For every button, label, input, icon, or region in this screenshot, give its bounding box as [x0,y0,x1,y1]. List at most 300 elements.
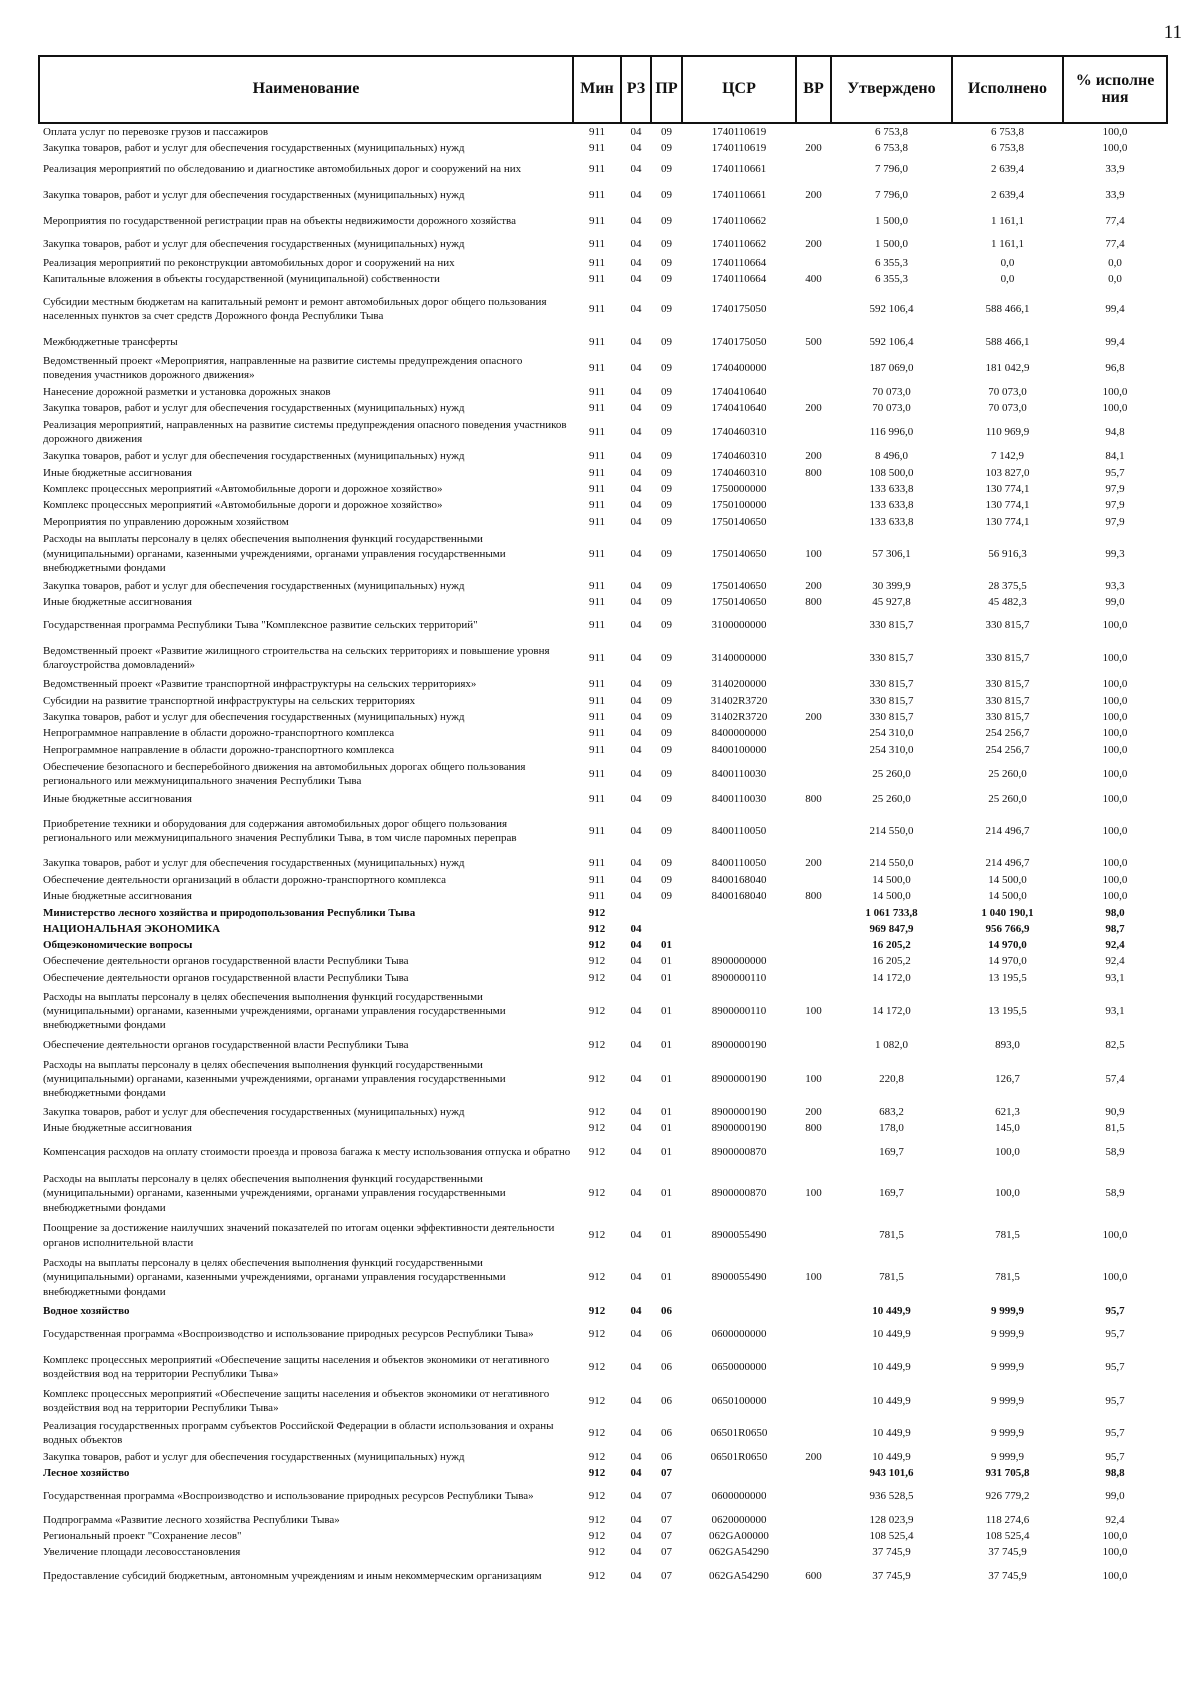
row-min-cell: 911 [588,515,606,528]
row-percent-cell: 99,3 [1105,547,1125,560]
row-vr-cell [796,610,831,640]
row-percent-cell: 97,9 [1105,515,1125,528]
row-csr-cell: 8400000000 [711,727,767,740]
table-row [39,255,1167,271]
row-percent-cell: 57,4 [1105,1072,1125,1085]
table-row [39,514,1167,530]
row-csr-cell: 8400100000 [711,743,767,756]
row-executed-cell: 118 274,6 [985,1513,1030,1526]
table-row [39,1512,1167,1528]
row-min-cell: 911 [588,824,606,837]
row-csr-cell: 8900000870 [711,1187,767,1200]
row-min-cell: 912 [588,1004,606,1017]
row-pr-cell: 09 [661,272,672,285]
row-vr-cell: 200 [805,402,822,415]
row-pr-cell: 06 [661,1327,672,1340]
row-rz-cell: 04 [621,123,651,140]
row-pr-cell: 09 [661,873,672,886]
row-pr-cell: 07 [661,1490,672,1503]
row-pr-cell: 09 [661,402,672,415]
row-pr-cell: 09 [661,482,672,495]
row-percent-cell: 100,0 [1102,694,1128,707]
row-min-cell: 911 [588,402,606,415]
row-name-cell: Ведомственный проект «Развитие транспортной инфраструктуры на сельских территориях» [43,678,477,691]
row-pr-cell: 09 [661,142,672,155]
row-name-cell: Приобретение техники и оборудования для содержания автомобильных дорог общего пользования регионального или межмуниципального значения Республики Тыва, в том числе паромных переправ [43,817,517,844]
row-approved-cell: 10 449,9 [872,1394,911,1407]
row-approved-cell: 25 260,0 [872,767,911,780]
row-executed-cell: 781,5 [995,1271,1020,1284]
row-executed-cell: 254 256,7 [985,727,1030,740]
row-vr-cell [796,725,831,741]
row-vr-cell [796,497,831,513]
row-min-cell: 912 [588,922,606,935]
row-rz-cell: 04 [630,385,642,398]
row-approved-cell: 6 355,3 [875,272,908,285]
row-percent-cell: 100,0 [1102,619,1128,632]
row-min-cell: 912 [588,1038,606,1051]
row-approved-cell: 7 796,0 [875,189,908,202]
row-min-cell: 911 [588,767,606,780]
row-executed-cell: 37 745,9 [988,1570,1027,1583]
row-approved-cell: 330 815,7 [869,711,914,724]
row-vr-cell: 800 [805,1122,822,1135]
row-vr-cell: 100 [805,1004,822,1017]
row-approved-cell: 943 101,6 [869,1467,914,1480]
row-percent-cell: 100,0 [1102,743,1128,756]
row-percent-cell: 95,7 [1105,466,1125,479]
table-row [39,758,1167,790]
row-percent-cell: 100,0 [1102,890,1128,903]
row-percent-cell: 93,1 [1105,1004,1125,1017]
table-body [39,123,1167,1592]
row-rz-cell: 04 [630,824,642,837]
row-pr-cell: 09 [661,727,672,740]
row-pr-cell: 09 [661,694,672,707]
table-row [39,140,1167,156]
row-approved-cell: 169,7 [879,1146,904,1159]
row-percent-cell: 96,8 [1105,362,1125,375]
row-csr-cell [682,921,796,937]
row-vr-cell [796,1319,831,1349]
row-csr-cell: 0650000000 [711,1360,767,1373]
row-min-cell: 912 [588,1394,606,1407]
table-row [39,530,1167,578]
row-csr-cell: 1740410640 [711,402,767,415]
row-rz-cell: 04 [630,619,642,632]
row-name-cell: Министерство лесного хозяйства и природопользования Республики Тыва [43,906,416,919]
row-executed-cell: 254 256,7 [985,743,1030,756]
row-name-cell: Предоставление субсидий бюджетным, автономным учреждениям и иным некоммерческим организациям [43,1570,542,1583]
row-pr-cell: 01 [661,1122,672,1135]
row-approved-cell: 70 073,0 [872,385,911,398]
row-executed-cell: 14 500,0 [988,890,1027,903]
row-percent-cell: 92,4 [1105,939,1125,952]
row-min-cell: 911 [588,238,606,251]
row-csr-cell [682,905,796,921]
row-pr-cell: 07 [661,1467,672,1480]
row-name-cell: Обеспечение деятельности органов государственной власти Республики Тыва [43,955,409,968]
row-rz-cell: 04 [630,1467,642,1480]
row-executed-cell: 14 970,0 [988,955,1027,968]
row-approved-cell: 16 205,2 [872,939,911,952]
row-approved-cell: 1 500,0 [875,238,908,251]
table-row [39,1349,1167,1385]
table-row [39,384,1167,400]
row-approved-cell: 133 633,8 [869,515,914,528]
row-percent-cell: 98,8 [1105,1467,1125,1480]
row-rz-cell: 04 [630,1122,642,1135]
row-rz-cell: 04 [630,1038,642,1051]
table-row [39,872,1167,888]
row-vr-cell: 200 [805,856,822,869]
row-executed-cell: 25 260,0 [988,767,1027,780]
table-row [39,888,1167,904]
row-min-cell: 911 [588,619,606,632]
row-approved-cell: 14 172,0 [872,1004,911,1017]
row-min-cell: 912 [588,939,606,952]
row-rz-cell: 04 [630,922,642,935]
row-pr-cell: 09 [661,711,672,724]
row-approved-cell: 57 306,1 [872,547,911,560]
row-min-cell: 912 [588,1426,606,1439]
row-name-cell: Закупка товаров, работ и услуг для обеспечения государственных (муниципальных) нужд [43,579,465,592]
row-executed-cell: 110 969,9 [985,426,1030,439]
row-min-cell: 911 [588,711,606,724]
table-row [39,1417,1167,1449]
row-percent-cell: 95,7 [1105,1426,1125,1439]
row-name-cell: Иные бюджетные ассигнования [43,1122,192,1135]
row-percent-cell: 100,0 [1102,678,1128,691]
row-rz-cell: 04 [630,238,642,251]
row-percent-cell: 99,4 [1105,336,1125,349]
row-approved-cell: 592 106,4 [869,303,914,316]
row-rz-cell: 04 [630,579,642,592]
row-pr-cell: 09 [661,215,672,228]
row-percent-cell: 33,9 [1105,189,1125,202]
row-percent-cell: 100,0 [1102,385,1128,398]
row-approved-cell: 7 796,0 [875,163,908,176]
row-vr-cell [796,953,831,969]
table-row [39,465,1167,481]
row-approved-cell: 37 745,9 [872,1570,911,1583]
row-vr-cell: 200 [805,189,822,202]
row-vr-cell: 200 [805,711,822,724]
table-row [39,1104,1167,1120]
row-approved-cell: 10 449,9 [872,1327,911,1340]
row-rz-cell: 04 [630,1570,642,1583]
row-rz-cell: 04 [630,743,642,756]
row-approved-cell: 254 310,0 [869,743,914,756]
row-percent-cell: 93,3 [1105,579,1125,592]
table-row [39,497,1167,513]
row-rz-cell: 04 [630,402,642,415]
table-row [39,742,1167,758]
row-min-cell: 911 [588,727,606,740]
row-rz-cell: 04 [630,1146,642,1159]
table-row [39,1465,1167,1481]
table-row [39,416,1167,448]
row-pr-cell: 06 [661,1426,672,1439]
row-approved-cell: 330 815,7 [869,678,914,691]
row-approved-cell: 969 847,9 [869,922,914,935]
row-vr-cell: 200 [805,450,822,463]
row-approved-cell: 6 753,8 [875,142,908,155]
row-executed-cell: 108 525,4 [985,1529,1030,1542]
row-approved-cell: 178,0 [879,1122,904,1135]
row-min-cell: 912 [588,1529,606,1542]
row-percent-cell: 97,9 [1105,482,1125,495]
row-pr-cell: 09 [661,824,672,837]
row-vr-cell [796,1482,831,1512]
row-percent-cell: 98,0 [1105,906,1125,919]
table-row [39,986,1167,1036]
row-vr-cell [796,1349,831,1385]
row-rz-cell: 04 [630,1072,642,1085]
row-name-cell: Обеспечение деятельности органов государственной власти Республики Тыва [43,1038,409,1051]
table-row [39,1036,1167,1054]
row-min-cell: 911 [588,215,606,228]
row-name-cell: Государственная программа «Воспроизводство и использование природных ресурсов Республики Тыва» [43,1327,534,1340]
table-row [39,921,1167,937]
row-vr-cell [796,353,831,384]
row-vr-cell [796,1512,831,1528]
row-executed-cell: 130 774,1 [985,515,1030,528]
row-csr-cell: 1750100000 [711,499,767,512]
row-executed-cell: 0,0 [1000,272,1015,285]
row-rz-cell: 04 [630,1271,642,1284]
row-executed-cell: 6 753,8 [991,142,1024,155]
row-approved-cell: 683,2 [879,1106,904,1119]
row-pr-cell: 09 [651,123,682,140]
row-min-cell: 912 [588,971,606,984]
row-vr-cell: 800 [805,890,822,903]
row-csr-cell: 8400110030 [711,792,767,805]
row-csr-cell: 062GA54290 [709,1570,769,1583]
row-name-cell: Субсидии местным бюджетам на капитальный ремонт и ремонт автомобильных дорог общего пользования населенных пунктов за счет средств Дорожного фонда Республики Тыва [43,295,547,323]
row-csr-cell: 0620000000 [711,1513,767,1526]
row-pr-cell: 09 [661,890,672,903]
row-csr-cell: 0600000000 [711,1490,767,1503]
row-vr-cell: 200 [805,142,822,155]
row-pr-cell: 09 [661,189,672,202]
row-executed-cell: 1 040 190,1 [981,906,1034,919]
row-vr-cell [796,1417,831,1449]
row-name-cell: Закупка товаров, работ и услуг для обеспечения государственных (муниципальных) нужд [43,402,465,415]
row-min-cell: 912 [588,1546,606,1559]
table-row [39,331,1167,353]
row-rz-cell: 04 [630,1490,642,1503]
row-approved-cell: 187 069,0 [869,362,914,375]
row-csr-cell: 1750140650 [711,596,767,609]
row-rz-cell [621,905,651,921]
row-min-cell: 911 [588,426,606,439]
row-pr-cell: 09 [661,256,672,269]
row-min-cell: 911 [588,856,606,869]
row-executed-cell: 1 161,1 [991,238,1024,251]
row-min-cell: 911 [588,385,606,398]
row-executed-cell: 14 500,0 [988,873,1027,886]
row-rz-cell: 04 [630,792,642,805]
row-name-cell: Обеспечение деятельности органов государственной власти Республики Тыва [43,971,409,984]
row-pr-cell: 09 [661,596,672,609]
row-name-cell: Государственная программа «Воспроизводство и использование природных ресурсов Республики Тыва» [43,1490,534,1503]
row-vr-cell [796,514,831,530]
row-min-cell: 911 [588,272,606,285]
row-vr-cell [796,1219,831,1253]
row-pr-cell: 01 [661,939,672,952]
row-rz-cell: 04 [630,272,642,285]
table-row [39,1137,1167,1169]
row-name-cell: Ведомственный проект «Развитие жилищного строительства на сельских территориях и повышение уровня благоустройства домовладений» [43,645,550,672]
row-percent-cell: 92,4 [1105,1513,1125,1526]
row-executed-cell: 214 496,7 [985,856,1030,869]
row-min-cell: 912 [588,1304,606,1317]
row-min-cell: 911 [588,256,606,269]
row-rz-cell: 04 [630,547,642,560]
table-row [39,709,1167,725]
row-rz-cell: 04 [630,873,642,886]
row-percent-cell: 100,0 [1063,123,1167,140]
row-name-cell: Нанесение дорожной разметки и установка дорожных знаков [43,385,331,398]
row-csr-cell: 1740400000 [711,362,767,375]
row-csr-cell: 1740110662 [711,238,767,251]
row-csr-cell: 8900000870 [711,1146,767,1159]
table-row [39,1449,1167,1465]
row-min-cell: 912 [588,1146,606,1159]
row-min-cell: 912 [588,955,606,968]
row-executed-cell: 56 916,3 [988,547,1027,560]
row-vr-cell: 100 [805,1072,822,1085]
column-header-pr: ПР [651,56,682,123]
row-percent-cell: 100,0 [1102,824,1128,837]
row-csr-cell: 8900000190 [711,1038,767,1051]
table-row [39,481,1167,497]
row-name-cell: Лесное хозяйство [43,1467,130,1480]
row-min-cell: 912 [588,1106,606,1119]
table-header [39,56,1167,123]
row-approved-cell: 781,5 [879,1229,904,1242]
table-row [39,183,1167,209]
table-row [39,610,1167,640]
row-pr-cell: 09 [661,362,672,375]
row-approved-cell: 10 449,9 [872,1426,911,1439]
row-min-cell: 912 [588,1513,606,1526]
row-min-cell: 911 [573,123,621,140]
row-percent-cell: 95,7 [1105,1304,1125,1317]
row-executed-cell: 70 073,0 [988,385,1027,398]
row-pr-cell: 09 [661,619,672,632]
column-header-executed: Исполнено [952,56,1063,123]
column-header-rz: РЗ [621,56,651,123]
row-pr-cell: 09 [661,499,672,512]
row-executed-cell: 9 999,9 [991,1360,1024,1373]
table-row [39,400,1167,416]
row-vr-cell [796,416,831,448]
column-header-percent: % исполне ния [1063,56,1167,123]
row-vr-cell: 800 [805,792,822,805]
row-name-cell: Ведомственный проект «Мероприятия, направленные на развитие системы предупреждения опасного поведения участников дорожного движения» [43,355,523,382]
table-row [39,905,1167,921]
row-name-cell: Межбюджетные трансферты [43,336,178,349]
table-row [39,1319,1167,1349]
table-row [39,287,1167,331]
row-min-cell: 911 [588,336,606,349]
column-header-min: Мин [573,56,621,123]
row-name-cell: Расходы на выплаты персоналу в целях обеспечения выполнения функций государственными (муниципальными) органами, казенными учреждениями, органами управления государственными внебюджетными фондами [43,533,506,574]
row-vr-cell [796,123,831,140]
row-pr-cell: 09 [661,466,672,479]
row-vr-cell [796,921,831,937]
table-row [39,1054,1167,1104]
row-pr-cell: 09 [661,336,672,349]
row-min-cell: 912 [588,1360,606,1373]
row-csr-cell: 1740110619 [682,123,796,140]
row-name-cell: Иные бюджетные ассигнования [43,466,192,479]
row-rz-cell: 04 [630,466,642,479]
row-vr-cell: 200 [805,1450,822,1463]
table-row [39,209,1167,235]
row-csr-cell: 1740110664 [711,272,767,285]
row-rz-cell: 04 [630,215,642,228]
row-csr-cell: 8900000190 [711,1122,767,1135]
row-vr-cell [796,937,831,953]
row-rz-cell: 04 [630,1513,642,1526]
row-pr-cell: 01 [661,1106,672,1119]
row-percent-cell: 92,4 [1105,955,1125,968]
row-vr-cell: 100 [805,1271,822,1284]
row-csr-cell: 31402R3720 [710,694,768,707]
row-csr-cell: 1740460310 [711,466,767,479]
row-csr-cell: 1750140650 [711,515,767,528]
row-approved-cell: 70 073,0 [872,402,911,415]
row-min-cell: 912 [588,1570,606,1583]
row-percent-cell: 95,7 [1105,1394,1125,1407]
column-header-vr: ВР [796,56,831,123]
row-min-cell: 911 [588,547,606,560]
row-csr-cell: 8900000110 [711,971,767,984]
row-rz-cell: 04 [630,652,642,665]
row-csr-cell [682,937,796,953]
row-vr-cell [796,384,831,400]
row-approved-cell: 936 528,5 [869,1490,914,1503]
row-vr-cell [796,1528,831,1544]
row-name-cell: Комплекс процессных мероприятий «Автомобильные дороги и дорожное хозяйство» [43,499,443,512]
row-vr-cell [796,1036,831,1054]
table-row [39,123,1167,140]
row-csr-cell: 1740110662 [711,215,767,228]
row-approved-cell: 30 399,9 [872,579,911,592]
row-name-cell: Закупка товаров, работ и услуг для обеспечения государственных (муниципальных) нужд [43,1450,465,1463]
row-name-cell: Расходы на выплаты персоналу в целях обеспечения выполнения функций государственными (муниципальными) органами, казенными учреждениями, органами управления государственными внебюджетными фондами [43,1058,506,1100]
row-min-cell: 911 [588,890,606,903]
row-percent-cell: 95,7 [1105,1450,1125,1463]
row-min-cell: 911 [588,142,606,155]
row-pr-cell: 01 [661,1271,672,1284]
row-csr-cell: 8400110050 [711,856,767,869]
row-pr-cell: 09 [661,856,672,869]
table-row [39,235,1167,255]
row-csr-cell: 8400110050 [711,824,767,837]
row-approved-cell: 133 633,8 [869,499,914,512]
row-min-cell: 911 [588,743,606,756]
row-vr-cell [796,676,831,692]
row-min-cell: 911 [588,189,606,202]
row-pr-cell: 09 [661,163,672,176]
row-rz-cell: 04 [630,362,642,375]
row-percent-cell: 95,7 [1105,1327,1125,1340]
row-percent-cell: 93,1 [1105,971,1125,984]
